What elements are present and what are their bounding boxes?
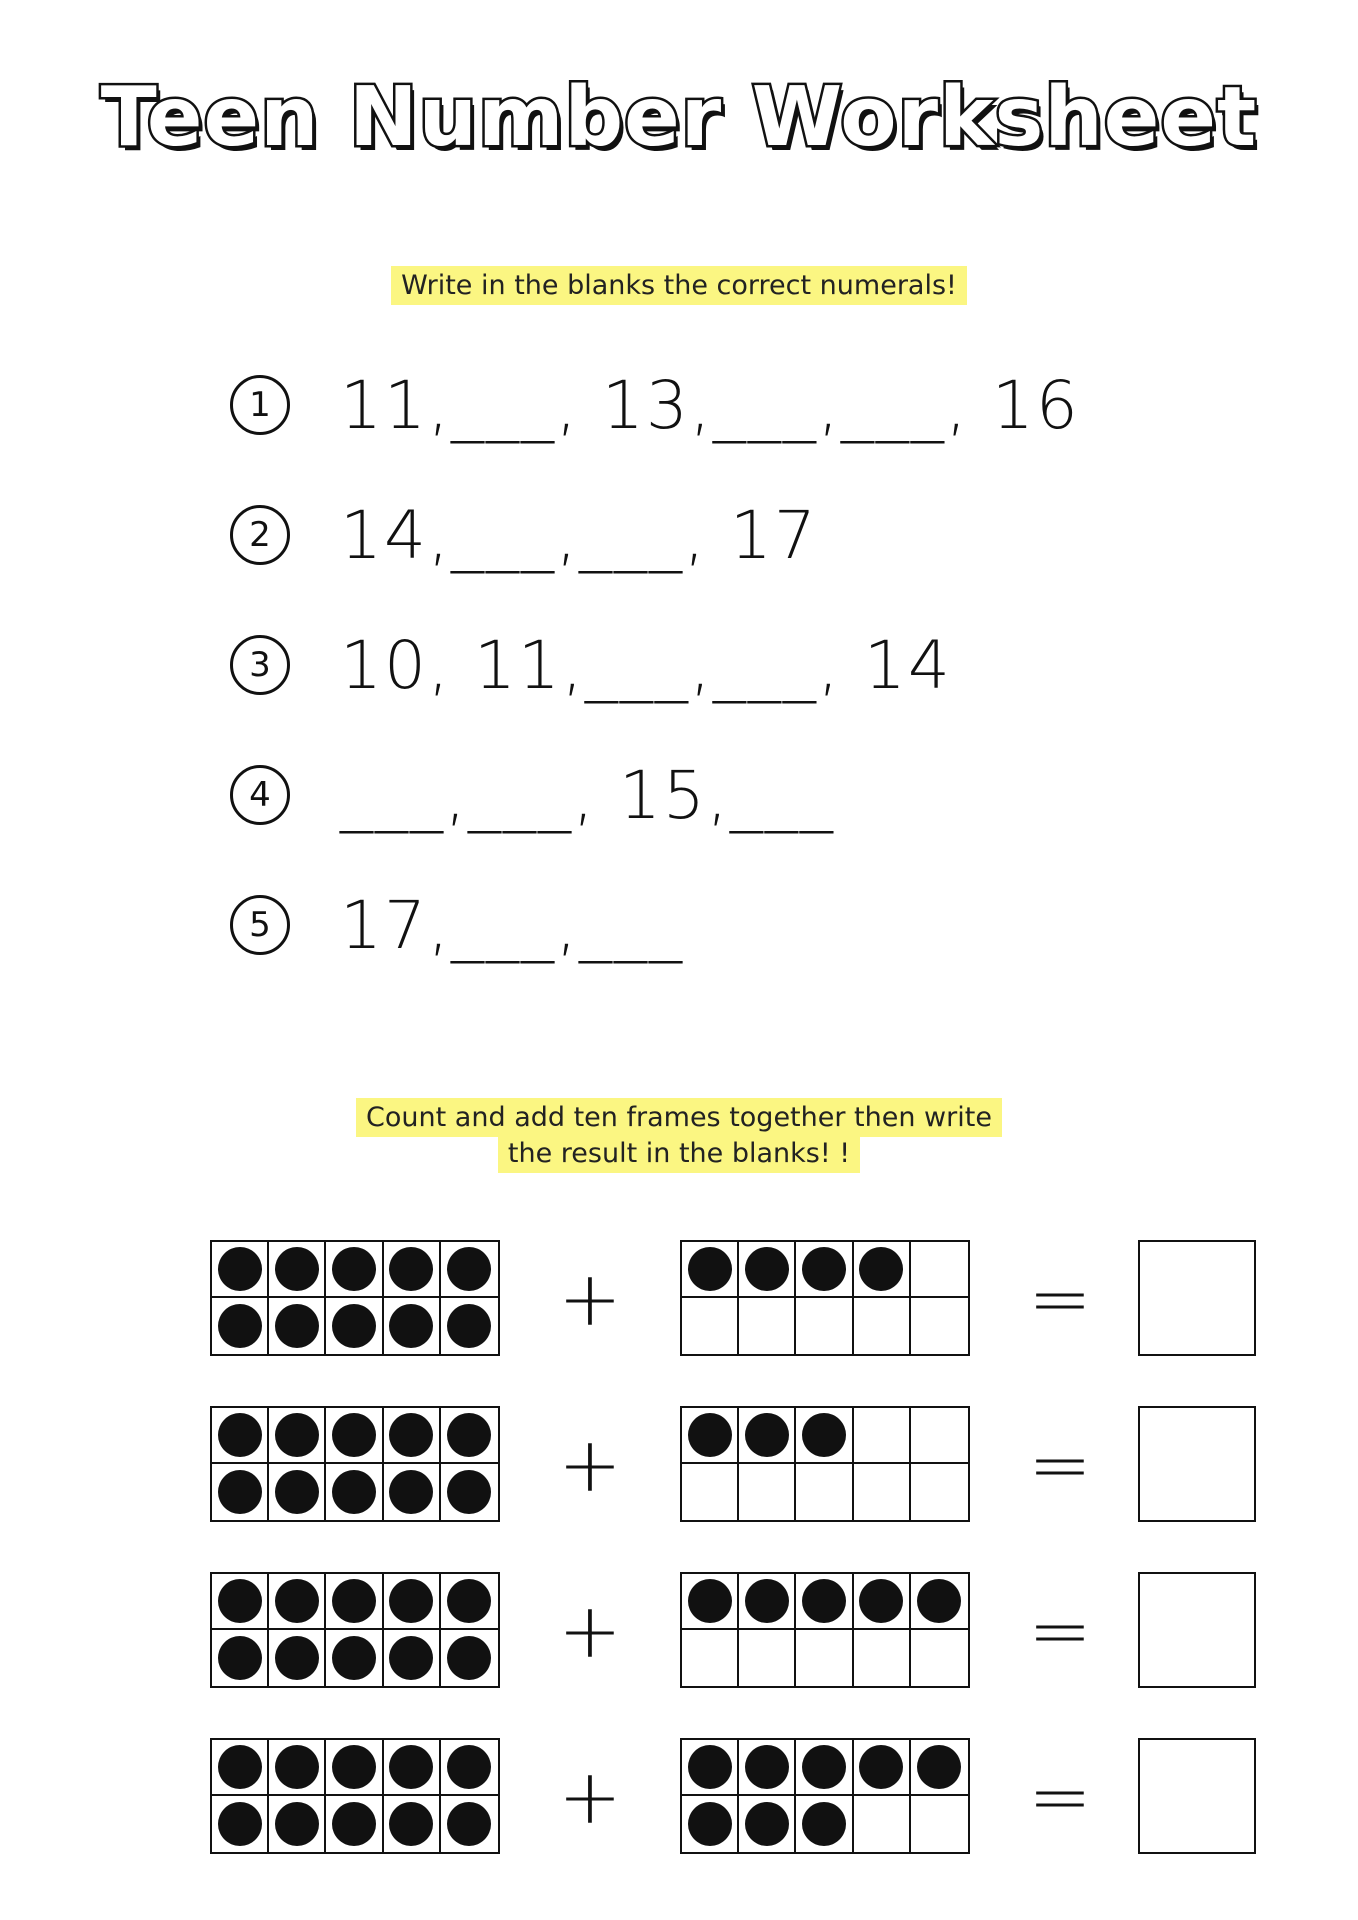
ten-frame-cell <box>212 1630 269 1686</box>
ten-frame-cell <box>796 1242 853 1298</box>
problem-row <box>210 1738 1260 1856</box>
ten-frame-cell <box>441 1242 498 1298</box>
equals-sign: = <box>1028 1751 1092 1841</box>
counter-dot <box>389 1579 433 1623</box>
ten-frame-cell <box>441 1408 498 1464</box>
counter-dot <box>745 1247 789 1291</box>
section1-instruction <box>0 268 1358 304</box>
counter-dot <box>447 1247 491 1291</box>
counter-dot <box>917 1579 961 1623</box>
ten-frame-cell <box>212 1408 269 1464</box>
counter-dot <box>389 1470 433 1514</box>
ten-frame-cell <box>682 1630 739 1686</box>
ten-frame-cell <box>911 1242 968 1298</box>
counter-dot <box>859 1579 903 1623</box>
answer-box[interactable] <box>1138 1406 1256 1522</box>
ten-frame-cell <box>796 1464 853 1520</box>
ten-frame-cell <box>911 1408 968 1464</box>
counter-dot <box>332 1470 376 1514</box>
ten-frame-cell <box>911 1740 968 1796</box>
counter-dot <box>218 1413 262 1457</box>
answer-box[interactable] <box>1138 1738 1256 1854</box>
ten-frame-cell <box>212 1242 269 1298</box>
ten-frame-cell <box>796 1298 853 1354</box>
sequence-text[interactable]: 10, 11,___,___, 14 <box>340 626 952 704</box>
ten-frame-partial <box>680 1240 970 1356</box>
sequence-text[interactable]: ___,___, 15,___ <box>340 756 835 834</box>
ten-frame-cell <box>441 1574 498 1630</box>
ten-frame-cell <box>911 1574 968 1630</box>
ten-frame-cell <box>911 1796 968 1852</box>
sequence-text[interactable]: 11,___, 13,___,___, 16 <box>340 366 1080 444</box>
ten-frame-cell <box>326 1298 383 1354</box>
ten-frame-cell <box>212 1298 269 1354</box>
counter-dot <box>275 1745 319 1789</box>
sequence-text[interactable]: 17,___,___ <box>340 886 684 964</box>
counter-dot <box>447 1802 491 1846</box>
counter-dot <box>218 1247 262 1291</box>
ten-frame-cell <box>269 1242 326 1298</box>
counter-dot <box>332 1304 376 1348</box>
ten-frame-cell <box>739 1630 796 1686</box>
sequence-item <box>230 880 684 970</box>
ten-frame-cell <box>796 1796 853 1852</box>
counter-dot <box>688 1579 732 1623</box>
ten-frame-partial <box>680 1572 970 1688</box>
ten-frame-cell <box>269 1574 326 1630</box>
problem-row <box>210 1572 1260 1690</box>
ten-frame-cell <box>739 1740 796 1796</box>
counter-dot <box>218 1802 262 1846</box>
counter-dot <box>332 1802 376 1846</box>
counter-dot <box>332 1413 376 1457</box>
ten-frame-cell <box>384 1796 441 1852</box>
ten-frame-cell <box>441 1298 498 1354</box>
counter-dot <box>332 1579 376 1623</box>
ten-frame-cell <box>384 1740 441 1796</box>
ten-frame-partial <box>680 1738 970 1854</box>
counter-dot <box>688 1745 732 1789</box>
ten-frame-cell <box>269 1464 326 1520</box>
counter-dot <box>802 1579 846 1623</box>
problem-row <box>210 1406 1260 1524</box>
sequence-item <box>230 490 818 580</box>
sequence-item <box>230 750 835 840</box>
ten-frame-cell <box>854 1298 911 1354</box>
ten-frame-cell <box>269 1740 326 1796</box>
ten-frame-cell <box>682 1408 739 1464</box>
counter-dot <box>447 1579 491 1623</box>
ten-frame-cell <box>682 1242 739 1298</box>
worksheet-title: Teen Number Worksheet <box>100 70 1258 165</box>
counter-dot <box>389 1413 433 1457</box>
ten-frame-cell <box>212 1796 269 1852</box>
sequence-item <box>230 360 1080 450</box>
counter-dot <box>447 1304 491 1348</box>
ten-frame-cell <box>384 1630 441 1686</box>
ten-frame-cell <box>384 1574 441 1630</box>
counter-dot <box>802 1413 846 1457</box>
sequence-item <box>230 620 952 710</box>
counter-dot <box>745 1579 789 1623</box>
counter-dot <box>389 1745 433 1789</box>
ten-frame-cell <box>796 1408 853 1464</box>
item-number-badge: 2 <box>230 505 290 565</box>
ten-frame-cell <box>796 1740 853 1796</box>
ten-frame-cell <box>212 1464 269 1520</box>
ten-frame-cell <box>854 1796 911 1852</box>
answer-box[interactable] <box>1138 1240 1256 1356</box>
ten-frame-cell <box>441 1740 498 1796</box>
ten-frame-cell <box>269 1408 326 1464</box>
ten-frame-cell <box>682 1796 739 1852</box>
ten-frame-cell <box>326 1740 383 1796</box>
problem-row <box>210 1240 1260 1358</box>
counter-dot <box>389 1247 433 1291</box>
plus-sign: + <box>558 1419 622 1509</box>
counter-dot <box>332 1745 376 1789</box>
counter-dot <box>218 1636 262 1680</box>
answer-box[interactable] <box>1138 1572 1256 1688</box>
item-number-badge: 1 <box>230 375 290 435</box>
ten-frame-full <box>210 1240 500 1356</box>
counter-dot <box>218 1579 262 1623</box>
ten-frame-cell <box>326 1630 383 1686</box>
counter-dot <box>917 1745 961 1789</box>
ten-frame-cell <box>326 1574 383 1630</box>
ten-frame-cell <box>269 1796 326 1852</box>
ten-frame-cell <box>326 1796 383 1852</box>
ten-frame-cell <box>854 1464 911 1520</box>
counter-dot <box>389 1802 433 1846</box>
plus-sign: + <box>558 1585 622 1675</box>
ten-frame-cell <box>441 1796 498 1852</box>
ten-frame-cell <box>739 1408 796 1464</box>
counter-dot <box>447 1745 491 1789</box>
ten-frame-cell <box>682 1298 739 1354</box>
ten-frame-cell <box>854 1574 911 1630</box>
ten-frame-cell <box>739 1298 796 1354</box>
plus-sign: + <box>558 1751 622 1841</box>
item-number-badge: 4 <box>230 765 290 825</box>
counter-dot <box>218 1745 262 1789</box>
ten-frame-full <box>210 1738 500 1854</box>
ten-frame-full <box>210 1572 500 1688</box>
ten-frame-partial <box>680 1406 970 1522</box>
counter-dot <box>688 1802 732 1846</box>
ten-frame-cell <box>384 1408 441 1464</box>
ten-frame-cell <box>384 1464 441 1520</box>
section2-instruction-line1: Count and add ten frames together then write <box>356 1098 1002 1137</box>
ten-frame-cell <box>911 1464 968 1520</box>
ten-frame-cell <box>739 1796 796 1852</box>
ten-frame-cell <box>682 1574 739 1630</box>
counter-dot <box>802 1745 846 1789</box>
ten-frame-full <box>210 1406 500 1522</box>
counter-dot <box>389 1636 433 1680</box>
ten-frame-cell <box>854 1630 911 1686</box>
sequence-text[interactable]: 14,___,___, 17 <box>340 496 818 574</box>
counter-dot <box>447 1413 491 1457</box>
counter-dot <box>275 1579 319 1623</box>
ten-frame-cell <box>682 1740 739 1796</box>
equals-sign: = <box>1028 1419 1092 1509</box>
plus-sign: + <box>558 1253 622 1343</box>
ten-frame-cell <box>384 1242 441 1298</box>
ten-frame-cell <box>854 1740 911 1796</box>
ten-frame-cell <box>796 1630 853 1686</box>
counter-dot <box>688 1247 732 1291</box>
counter-dot <box>332 1247 376 1291</box>
counter-dot <box>389 1304 433 1348</box>
ten-frame-cell <box>212 1574 269 1630</box>
counter-dot <box>802 1247 846 1291</box>
ten-frame-cell <box>911 1298 968 1354</box>
counter-dot <box>275 1470 319 1514</box>
ten-frame-cell <box>326 1464 383 1520</box>
counter-dot <box>859 1247 903 1291</box>
counter-dot <box>859 1745 903 1789</box>
equals-sign: = <box>1028 1253 1092 1343</box>
ten-frame-cell <box>269 1298 326 1354</box>
ten-frame-cell <box>212 1740 269 1796</box>
ten-frame-cell <box>796 1574 853 1630</box>
section2-instruction-line2: the result in the blanks! ! <box>498 1134 860 1173</box>
ten-frame-cell <box>854 1242 911 1298</box>
ten-frame-cell <box>682 1464 739 1520</box>
ten-frame-cell <box>854 1408 911 1464</box>
counter-dot <box>275 1413 319 1457</box>
counter-dot <box>745 1413 789 1457</box>
section1-instruction-text: Write in the blanks the correct numerals! <box>391 266 967 305</box>
ten-frame-cell <box>326 1408 383 1464</box>
counter-dot <box>802 1802 846 1846</box>
counter-dot <box>745 1745 789 1789</box>
counter-dot <box>745 1802 789 1846</box>
counter-dot <box>275 1802 319 1846</box>
item-number-badge: 5 <box>230 895 290 955</box>
ten-frame-cell <box>441 1630 498 1686</box>
counter-dot <box>275 1247 319 1291</box>
counter-dot <box>332 1636 376 1680</box>
ten-frame-cell <box>269 1630 326 1686</box>
ten-frame-cell <box>739 1242 796 1298</box>
equals-sign: = <box>1028 1585 1092 1675</box>
counter-dot <box>218 1304 262 1348</box>
ten-frame-cell <box>441 1464 498 1520</box>
counter-dot <box>447 1470 491 1514</box>
ten-frame-cell <box>326 1242 383 1298</box>
counter-dot <box>275 1636 319 1680</box>
item-number-badge: 3 <box>230 635 290 695</box>
counter-dot <box>218 1470 262 1514</box>
counter-dot <box>688 1413 732 1457</box>
ten-frame-cell <box>911 1630 968 1686</box>
section2-instruction <box>0 1100 1358 1172</box>
counter-dot <box>447 1636 491 1680</box>
ten-frame-cell <box>384 1298 441 1354</box>
ten-frame-cell <box>739 1574 796 1630</box>
ten-frame-cell <box>739 1464 796 1520</box>
counter-dot <box>275 1304 319 1348</box>
